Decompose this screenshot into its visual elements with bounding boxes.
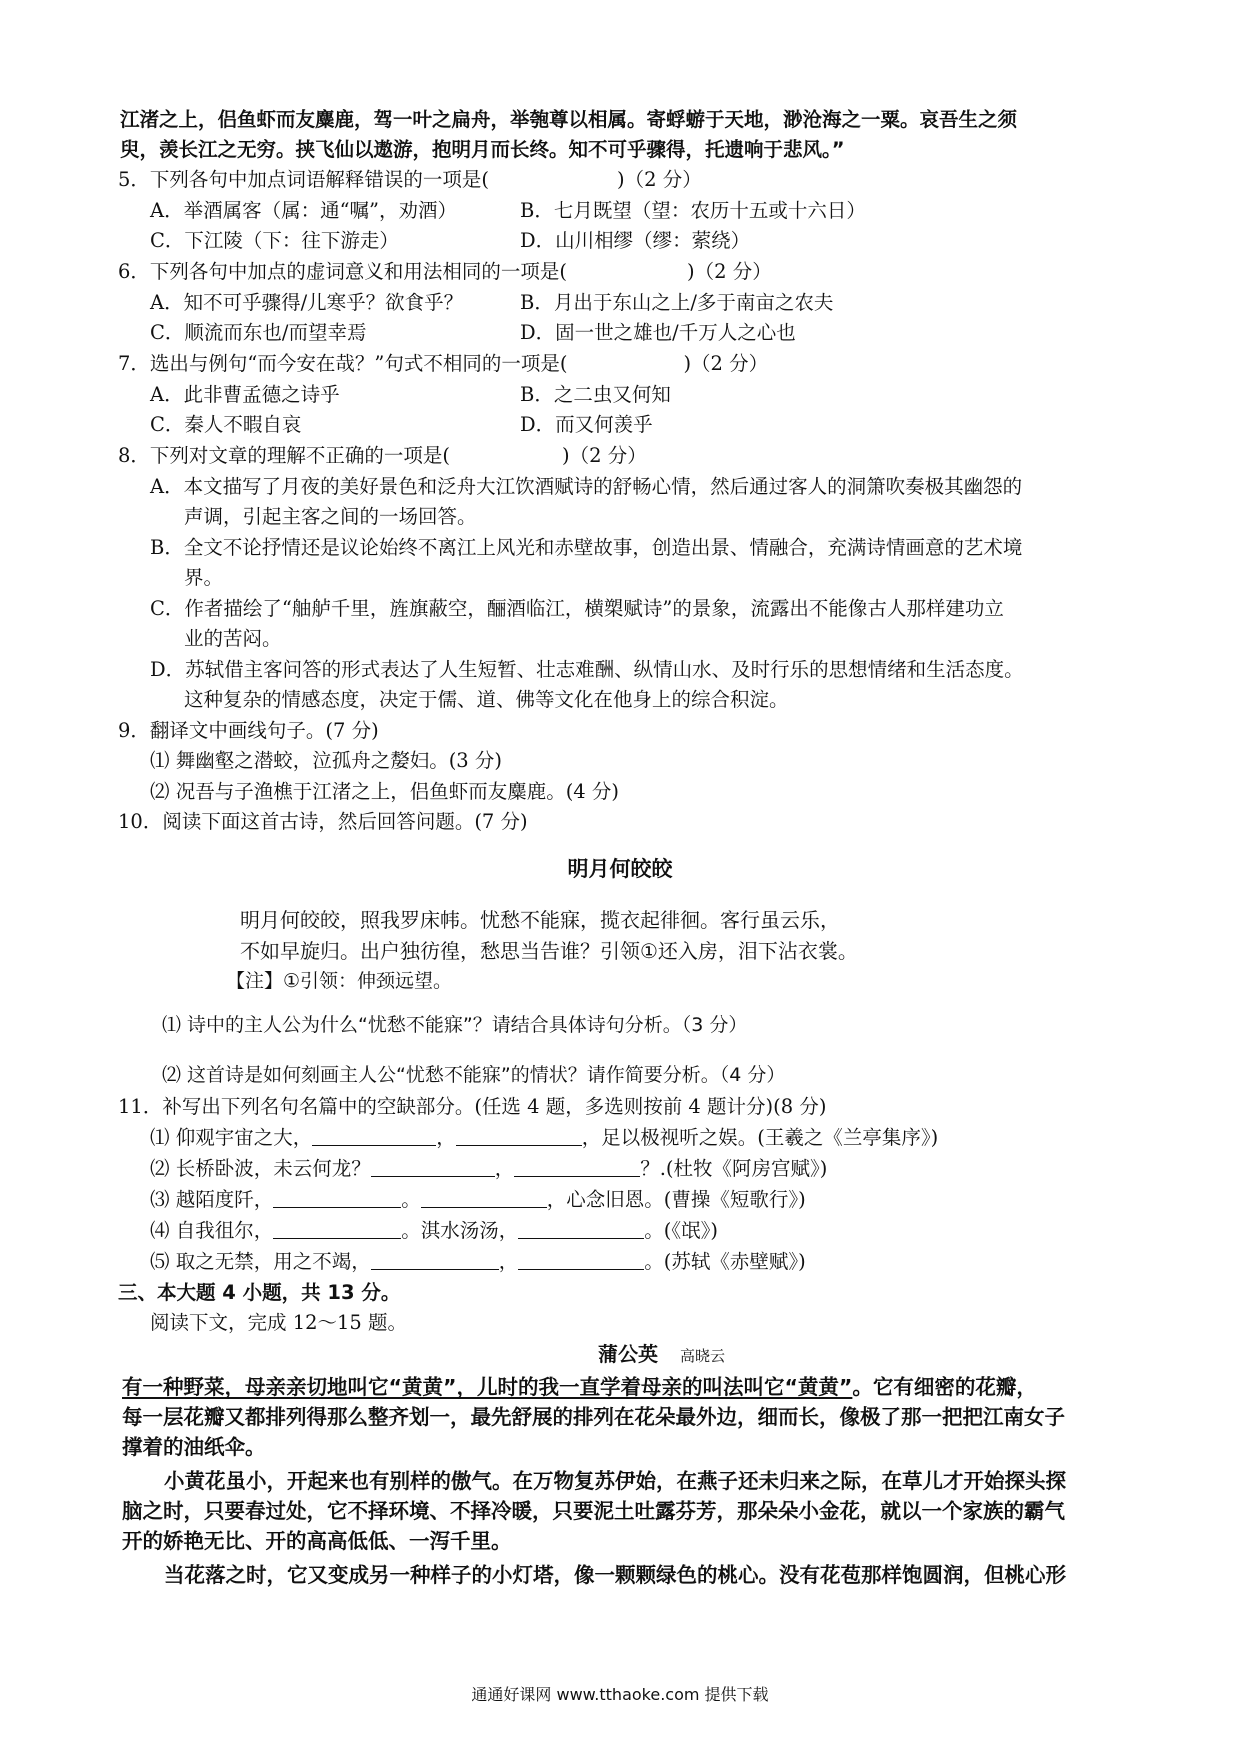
- section-heading: 三、本大题 4 小题，共 13 分。: [118, 1281, 401, 1304]
- option-b: B．之二虫又何知: [520, 383, 671, 406]
- passage-line: 江渚之上，侣鱼虾而友麋鹿，驾一叶之扁舟，举匏尊以相属。寄蜉蝣于天地，渺沧海之一粟。哀吾生之须: [120, 108, 1018, 131]
- question-11-stem: 11．补写出下列名句名篇中的空缺部分。(任选 4 题，多选则按前 4 题计分)(8 分): [118, 1095, 827, 1118]
- poem-line: 不如早旋归。出户独彷徨，愁思当告谁？引领①还入房，泪下沾衣裳。: [240, 939, 858, 963]
- fill-item: ⑴ 仰观宇宙之大， ， ，足以极视听之娱。(王羲之《兰亭集序》): [150, 1126, 939, 1149]
- article-author: 高晓云: [680, 1347, 726, 1365]
- option-a: A．本文描写了月夜的美好景色和泛舟大江饮酒赋诗的舒畅心情，然后通过客人的洞箫吹奏极其幽怨的: [150, 475, 1023, 498]
- option-d: D．固一世之雄也/千万人之心也: [520, 321, 796, 344]
- answer-blank: [273, 1220, 401, 1239]
- option-d: D．山川相缪（缪：萦绕）: [520, 229, 751, 252]
- fill-item: ⑶ 越陌度阡， 。 ，心念旧恩。(曹操《短歌行》): [150, 1188, 806, 1211]
- article-paragraph-line: 小黄花虽小，开起来也有别样的傲气。在万物复苏伊始，在燕子还未归来之际，在草儿才开始探头探: [164, 1469, 1066, 1493]
- sub-question: ⑴ 舞幽壑之潜蛟，泣孤舟之嫠妇。(3 分): [150, 749, 503, 772]
- option-c: C．顺流而东也/而望幸焉: [150, 321, 367, 344]
- underlined-sentence: 有一种野菜，母亲亲切地叫它“黄黄”，儿时的我一直学着母亲的叫法叫它“黄黄”: [122, 1375, 853, 1399]
- option-d: D．苏轼借主客问答的形式表达了人生短暂、壮志难酬、纵情山水、及时行乐的思想情绪和生活态度。: [150, 658, 1024, 681]
- option-d-cont: 这种复杂的情感态度，决定于儒、道、佛等文化在他身上的综合积淀。: [184, 688, 789, 711]
- answer-blank: [518, 1220, 644, 1239]
- question-score: )（2 分）: [617, 168, 702, 191]
- option-c: C．秦人不暇自哀: [150, 413, 302, 436]
- question-9-stem: 9．翻译文中画线句子。(7 分): [118, 719, 379, 742]
- question-score: )（2 分）: [562, 444, 647, 467]
- section-intro: 阅读下文，完成 12～15 题。: [150, 1311, 408, 1334]
- answer-blank: [456, 1127, 582, 1146]
- option-c: C．下江陵（下：往下游走）: [150, 229, 399, 252]
- option-b-cont: 界。: [184, 566, 224, 589]
- option-b: B．全文不论抒情还是议论始终不离江上风光和赤壁故事，创造出景、情融合，充满诗情画意的艺术境: [150, 536, 1023, 559]
- article-paragraph-line: 脑之时，只要春过处，它不择环境、不择冷暖，只要泥土吐露芬芳，那朵朵小金花，就以一个家族的霸气: [122, 1499, 1065, 1523]
- sub-question: ⑵ 况吾与子渔樵于江渚之上，侣鱼虾而友麋鹿。(4 分): [150, 780, 620, 803]
- question-7-stem: [118, 349, 768, 379]
- answer-blank: [514, 1158, 640, 1177]
- article-paragraph-line: 开的娇艳无比、开的高高低低、一泻千里。: [122, 1529, 512, 1553]
- sub-question: ⑵ 这首诗是如何刻画主人公“忧愁不能寐”的情状？请作简要分析。（4 分）: [162, 1064, 786, 1086]
- option-a: A．举酒属客（属：通“嘱”，劝酒）: [150, 199, 458, 222]
- answer-blank: [273, 1189, 401, 1208]
- passage-line: 臾，羡长江之无穷。挟飞仙以遨游，抱明月而长终。知不可乎骤得，托遗响于悲风。”: [120, 138, 845, 161]
- question-stem-text: 6．下列各句中加点的虚词意义和用法相同的一项是(: [118, 260, 568, 283]
- poem-title: 明月何皎皎: [567, 857, 673, 881]
- fill-item: ⑷ 自我徂尔， 。淇水汤汤， 。(《氓》): [150, 1219, 718, 1242]
- question-score: )（2 分）: [687, 260, 772, 283]
- fill-item: ⑸ 取之无禁，用之不竭， ， 。(苏轼《赤壁赋》): [150, 1250, 806, 1273]
- article-paragraph-line: 当花落之时，它又变成另一种样子的小灯塔，像一颗颗绿色的桃心。没有花苞那样饱圆润，但桃心形: [164, 1563, 1066, 1587]
- fill-item: ⑵ 长桥卧波，未云何龙？ ， ？.(杜牧《阿房宫赋》): [150, 1157, 828, 1180]
- question-stem-text: 5．下列各句中加点词语解释错误的一项是(: [118, 168, 490, 191]
- answer-blank: [371, 1158, 495, 1177]
- answer-blank: [518, 1251, 644, 1270]
- article-paragraph-line: 每一层花瓣又都排列得那么整齐划一，最先舒展的排列在花朵最外边，细而长，像极了那一把把江南女子: [122, 1405, 1065, 1429]
- option-d: D．而又何羡乎: [520, 413, 653, 436]
- answer-blank: [312, 1127, 436, 1146]
- option-b: B．月出于东山之上/多于南亩之农夫: [520, 291, 834, 314]
- poem-line: 明月何皎皎，照我罗床帏。忧愁不能寐，揽衣起徘徊。客行虽云乐，: [240, 908, 840, 932]
- question-6-stem: [118, 257, 772, 287]
- sub-question: ⑴ 诗中的主人公为什么“忧愁不能寐”？请结合具体诗句分析。（3 分）: [162, 1014, 748, 1036]
- option-c-cont: 业的苦闷。: [184, 627, 282, 650]
- question-stem-text: 7．选出与例句“而今安在哉？”句式不相同的一项是(: [118, 352, 568, 375]
- question-5-stem: [118, 165, 702, 195]
- option-a: A．知不可乎骤得/儿寒乎？欲食乎？: [150, 291, 464, 314]
- poem-note: 【注】①引领：伸颈远望。: [226, 970, 453, 992]
- question-8-stem: [118, 441, 647, 471]
- article-paragraph-line: 有一种野菜，母亲亲切地叫它“黄黄”，儿时的我一直学着母亲的叫法叫它“黄黄”。它有细密的花瓣，: [122, 1375, 1037, 1399]
- article-paragraph-line: 撑着的油纸伞。: [122, 1435, 266, 1459]
- article-title: 蒲公英 高晓云: [598, 1342, 726, 1366]
- option-a: A．此非曹孟德之诗乎: [150, 383, 340, 406]
- answer-blank: [371, 1251, 499, 1270]
- option-b: B．七月既望（望：农历十五或十六日）: [520, 199, 866, 222]
- answer-blank: [421, 1189, 547, 1208]
- option-c: C．作者描绘了“舳舻千里，旌旗蔽空，酾酒临江，横槊赋诗”的景象，流露出不能像古人那样建功立: [150, 597, 1004, 620]
- question-stem-text: 8．下列对文章的理解不正确的一项是(: [118, 444, 451, 467]
- page-footer: 通通好课网 www.tthaoke.com 提供下载: [471, 1685, 769, 1704]
- question-10-stem: 10．阅读下面这首古诗，然后回答问题。(7 分): [118, 810, 528, 833]
- question-score: )（2 分）: [683, 352, 769, 375]
- option-a-cont: 声调，引起主客之间的一场回答。: [184, 505, 477, 528]
